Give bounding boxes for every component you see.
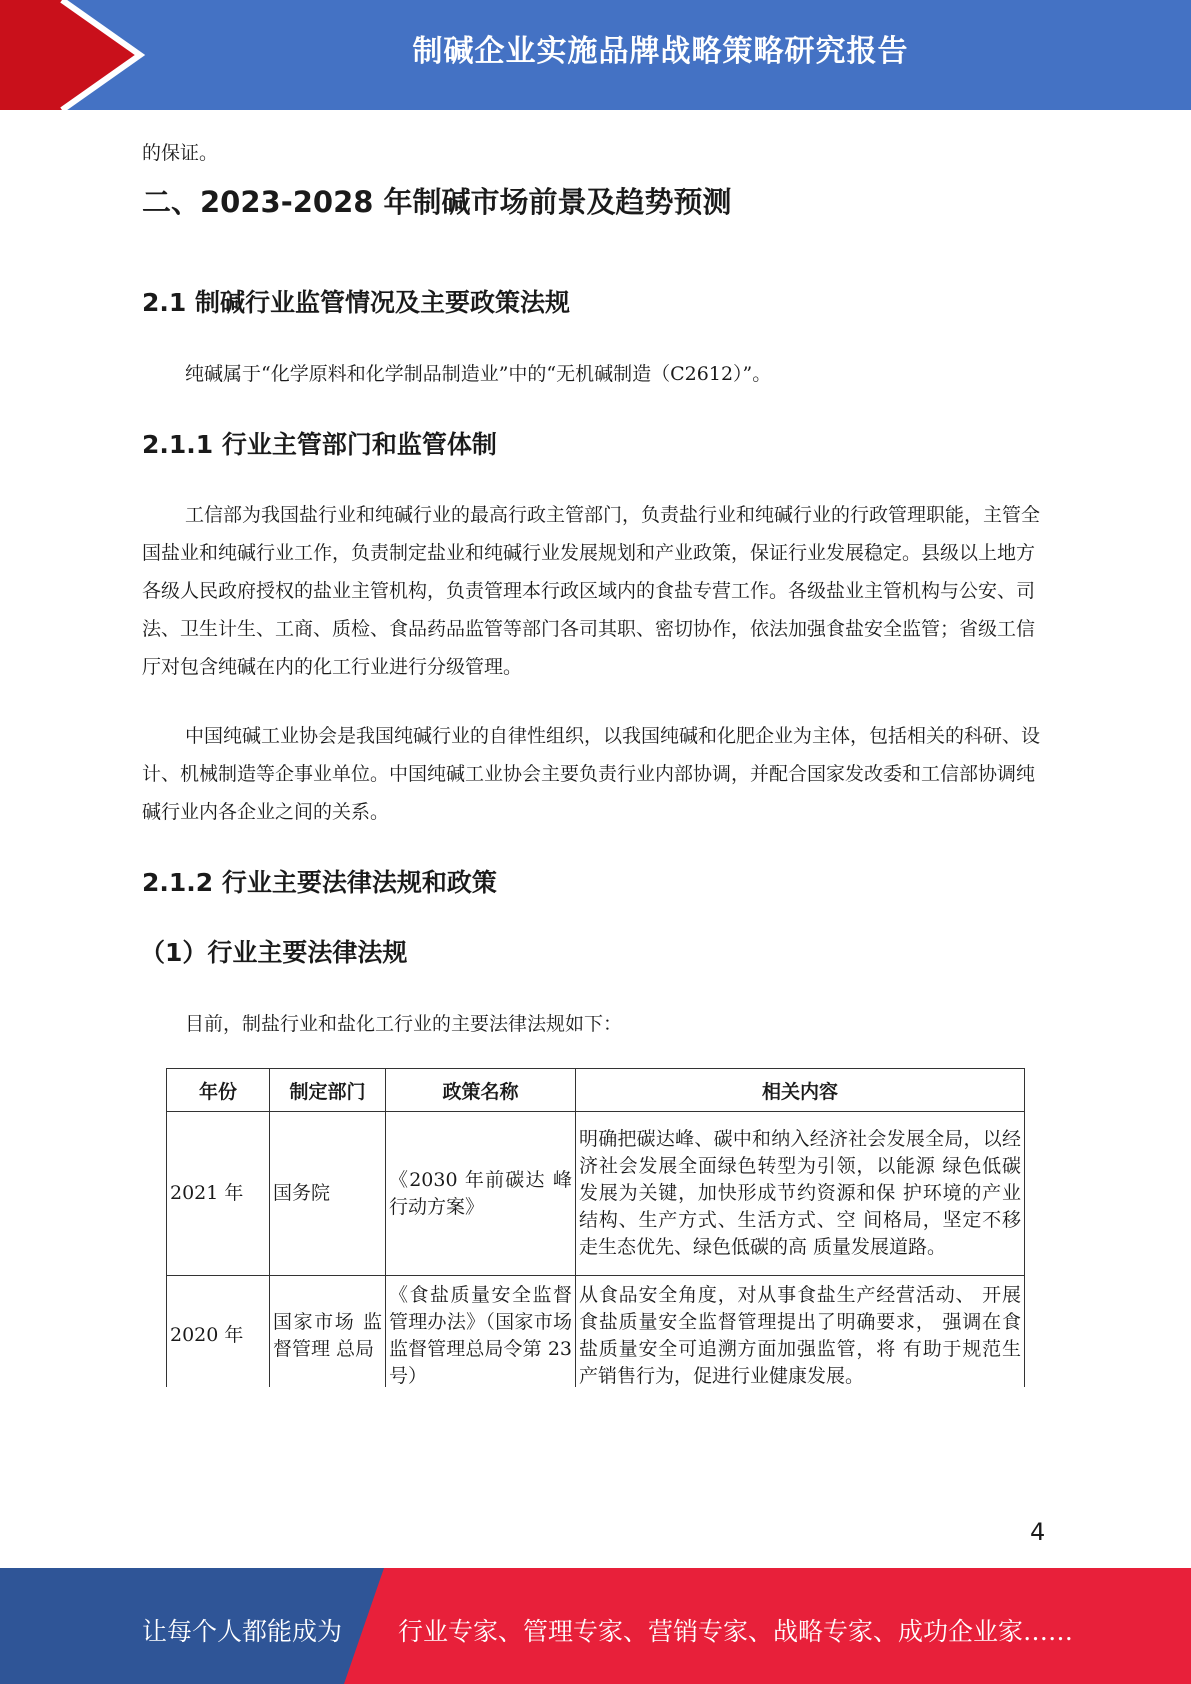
header-content: 相关内容 <box>576 1069 1025 1112</box>
header-dept: 制定部门 <box>270 1069 386 1112</box>
subsection-title-2-1-2: 2.1.2 行业主要法律法规和政策 <box>142 868 497 897</box>
header-policy: 政策名称 <box>386 1069 576 1112</box>
cell-policy: 《2030 年前碳达 峰行动方案》 <box>386 1112 576 1276</box>
paragraph-2-1-1-b: 中国纯碱工业协会是我国纯碱行业的自律性组织，以我国纯碱和化肥企业为主体，包括相关的科研、设计、机械制造等企事业单位。中国纯碱工业协会主要负责行业内部协调，并配合国家发改委和工信部协调纯碱行业内各企业之间的关系。 <box>142 725 1041 823</box>
cell-dept: 国家市场 监督管理 总局 <box>270 1276 386 1388</box>
table-row <box>167 1276 1025 1388</box>
page-number: 4 <box>1030 1518 1046 1546</box>
cell-content: 从食品安全角度，对从事食盐生产经营活动、 开展食盐质量安全监督管理提出了明确要求， 强调在食盐质量安全可追溯方面加强监管，将 有助于规范生产销售行为，促进行业健康发展。 <box>576 1276 1025 1388</box>
page-header <box>0 0 1191 110</box>
cell-year: 2021 年 <box>167 1112 270 1276</box>
report-title: 制碱企业实施品牌战略策略研究报告 <box>412 34 909 69</box>
table-row <box>167 1112 1025 1276</box>
subsection-title-2-1-1: 2.1.1 行业主管部门和监管体制 <box>142 430 497 459</box>
table-header-row <box>167 1069 1025 1112</box>
paragraph-2-1: 纯碱属于“化学原料和化学制品制造业”中的“无机碱制造（C2612）”。 <box>185 363 772 385</box>
cell-content: 明确把碳达峰、碳中和纳入经济社会发展全局，以经济社会发展全面绿色转型为引领，以能源 绿色低碳发展为关键，加快形成节约资源和保 护环境的产业结构、生产方式、生活方式、空 间格局，坚定不移走生态优先、绿色低碳的高 质量发展道路。 <box>576 1112 1025 1276</box>
paragraph-2-1-1-a: 工信部为我国盐行业和纯碱行业的最高行政主管部门，负责盐行业和纯碱行业的行政管理职能，主管全国盐业和纯碱行业工作，负责制定盐业和纯碱行业发展规划和产业政策，保证行业发展稳定。县级以上地方各级人民政府授权的盐业主管机构，负责管理本行政区域内的食盐专营工作。各级盐业主管机构与公安、司法、卫生计生、工商、质检、食品药品监管等部门各司其职、密切协作，依法加强食盐安全监管；省级工信厅对包含纯碱在内的化工行业进行分级管理。 <box>142 504 1041 678</box>
footer-slogan-right: 行业专家、管理专家、营销专家、战略专家、成功企业家…… <box>398 1617 1074 1646</box>
header-year: 年份 <box>167 1069 270 1112</box>
table-container <box>160 1060 1030 1387</box>
cell-year: 2020 年 <box>167 1276 270 1388</box>
subsection-title-2-1: 2.1 制碱行业监管情况及主要政策法规 <box>142 288 570 317</box>
section-title: 二、2023-2028 年制碱市场前景及趋势预测 <box>142 185 732 219</box>
paragraph-laws-intro: 目前，制盐行业和盐化工行业的主要法律法规如下： <box>185 1013 623 1035</box>
footer-slogan-left: 让每个人都能成为 <box>142 1617 343 1646</box>
sub-heading-laws: （1）行业主要法律法规 <box>140 938 408 967</box>
paragraph-fragment: 的保证。 <box>142 142 219 164</box>
page-footer <box>0 1568 1191 1684</box>
cell-policy: 《食盐质量安全监督管理办法》（国家市场监督管理总局令第 23 号） <box>386 1276 576 1388</box>
cell-dept: 国务院 <box>270 1112 386 1276</box>
laws-table <box>166 1068 1025 1387</box>
